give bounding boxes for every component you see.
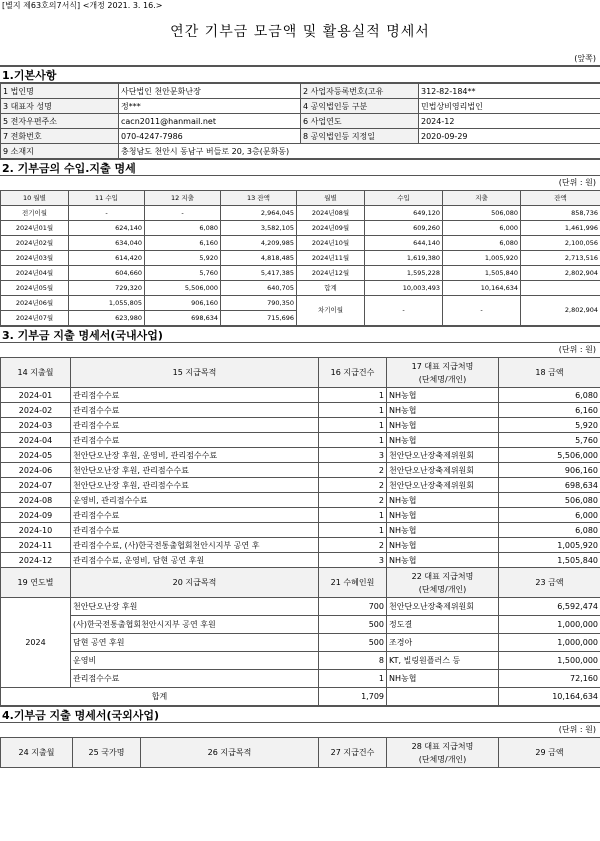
month-cell: 2024-12 <box>1 553 71 568</box>
field-value: 정*** <box>119 99 301 114</box>
purpose-cell: 천안단오난장 후원, 관리점수수료 <box>71 478 319 493</box>
count-cell: 2 <box>319 463 387 478</box>
column-header: 10 월별 <box>1 191 69 206</box>
column-header: 수입 <box>365 191 443 206</box>
field-label: 4 공익법인등 구분 <box>301 99 419 114</box>
month-cell: 2024-01 <box>1 388 71 403</box>
field-label: 2 사업자등록번호(고유 <box>301 84 419 99</box>
header-line: 28 대표 지급처명 <box>411 741 474 751</box>
payee-cell: NH농협 <box>387 538 499 553</box>
yearly-row <box>1 652 600 670</box>
amount-cell: 1,505,840 <box>499 553 600 568</box>
payee-cell: 천안단오난장축제위원회 <box>387 478 499 493</box>
month-cell: 2024-11 <box>1 538 71 553</box>
total-income: 10,003,493 <box>365 281 443 296</box>
amount-cell: 1,005,920 <box>499 538 600 553</box>
count-cell: 2 <box>319 493 387 508</box>
expense-cell: 1,005,920 <box>443 251 521 266</box>
amount-cell: 6,000 <box>499 508 600 523</box>
column-header: 29 금액 <box>499 738 600 768</box>
column-header: 14 지출월 <box>1 358 71 388</box>
column-header: 26 지급목적 <box>141 738 319 768</box>
payee-cell: 천안단오난장축제위원회 <box>387 448 499 463</box>
amount-cell: 6,160 <box>499 403 600 418</box>
form-reference: [별지 제63호의7서식] <개정 2021. 3. 16.> <box>2 1 163 10</box>
count-cell: 3 <box>319 448 387 463</box>
month-cell: 2024년05월 <box>1 281 69 296</box>
column-header: 21 수혜인원 <box>319 568 387 598</box>
total-label: 합계 <box>297 281 365 296</box>
amount-cell: 906,160 <box>499 463 600 478</box>
count-cell: 1 <box>319 418 387 433</box>
header-line: (단체명/개인) <box>418 374 467 384</box>
income-cell: 729,320 <box>69 281 145 296</box>
amount-cell: 5,506,000 <box>499 448 600 463</box>
month-cell: 2024-09 <box>1 508 71 523</box>
month-cell: 2024-06 <box>1 463 71 478</box>
balance-cell: 640,705 <box>221 281 297 296</box>
income-cell: 634,040 <box>69 236 145 251</box>
balance-cell: 790,350 <box>221 296 297 311</box>
income-cell: - <box>69 206 145 221</box>
month-cell: 2024-02 <box>1 403 71 418</box>
expense-row <box>1 553 600 568</box>
month-cell: 2024년04월 <box>1 266 69 281</box>
field-label: 3 대표자 성명 <box>1 99 119 114</box>
purpose-cell: 관리점수수료 <box>71 670 319 688</box>
month-cell: 2024년12월 <box>297 266 365 281</box>
month-cell: 2024년02월 <box>1 236 69 251</box>
column-header: 19 연도별 <box>1 568 71 598</box>
expense-cell: 5,760 <box>145 266 221 281</box>
balance-cell: 715,696 <box>221 311 297 326</box>
beneficiaries-cell: 500 <box>319 634 387 652</box>
expense-row <box>1 478 600 493</box>
header-line: 17 대표 지급처명 <box>411 361 474 371</box>
month-cell: 2024년06월 <box>1 296 69 311</box>
field-label: 5 전자우편주소 <box>1 114 119 129</box>
beneficiaries-cell: 1 <box>319 670 387 688</box>
income-cell: 614,420 <box>69 251 145 266</box>
balance-cell: 2,100,056 <box>521 236 600 251</box>
month-cell: 2024-03 <box>1 418 71 433</box>
count-cell: 2 <box>319 538 387 553</box>
beneficiaries-cell: 500 <box>319 616 387 634</box>
amount-cell: 1,000,000 <box>499 616 600 634</box>
purpose-cell: 관리점수수료 <box>71 508 319 523</box>
section-2-heading: 2. 기부금의 수입.지출 명세 <box>0 159 600 176</box>
yearly-row <box>1 670 600 688</box>
column-header: 25 국가명 <box>73 738 141 768</box>
amount-cell: 6,592,474 <box>499 598 600 616</box>
amount-cell: 698,634 <box>499 478 600 493</box>
column-header <box>387 568 499 598</box>
payee-cell: NH농협 <box>387 553 499 568</box>
overseas-expense-table <box>0 737 600 768</box>
month-cell: 2024-04 <box>1 433 71 448</box>
payee-cell: 천안단오난장축제위원회 <box>387 463 499 478</box>
amount-cell: 5,760 <box>499 433 600 448</box>
field-value: 312-82-184** <box>419 84 600 99</box>
month-row <box>1 281 600 296</box>
side-note: (앞쪽) <box>0 52 600 66</box>
payee-cell: NH농협 <box>387 508 499 523</box>
payee-cell: NH농협 <box>387 523 499 538</box>
field-label: 7 전화번호 <box>1 129 119 144</box>
basic-info-row <box>1 84 600 99</box>
column-header: 15 지급목적 <box>71 358 319 388</box>
month-cell: 2024-08 <box>1 493 71 508</box>
total-expense: 10,164,634 <box>443 281 521 296</box>
month-row <box>1 296 600 311</box>
expense-row <box>1 463 600 478</box>
column-header: 24 지출월 <box>1 738 73 768</box>
income-cell: 644,140 <box>365 236 443 251</box>
basic-info-table <box>0 83 600 159</box>
yearly-row <box>1 598 600 616</box>
expense-row <box>1 538 600 553</box>
section-3-unit: (단위 : 원) <box>558 345 596 354</box>
expense-cell: 698,634 <box>145 311 221 326</box>
header-line: (단체명/개인) <box>418 754 467 764</box>
purpose-cell: 천안단오난장 후원, 관리점수수료 <box>71 463 319 478</box>
payee-cell: NH농협 <box>387 418 499 433</box>
purpose-cell: (사)한국전통출협회천안시지부 공연 후원 <box>71 616 319 634</box>
column-header: 잔액 <box>521 191 600 206</box>
purpose-cell: 천안단오난장 후원 <box>71 598 319 616</box>
month-cell: 2024-05 <box>1 448 71 463</box>
expense-row <box>1 508 600 523</box>
address-value: 충청남도 천안시 동남구 버들로 20, 3층(문화동) <box>119 144 600 159</box>
column-header <box>387 738 499 768</box>
expense-cell: 906,160 <box>145 296 221 311</box>
expense-cell: 6,000 <box>443 221 521 236</box>
purpose-cell: 관리점수수료 <box>71 403 319 418</box>
header-line: 22 대표 지급처명 <box>411 571 474 581</box>
beneficiaries-cell: 8 <box>319 652 387 670</box>
payee-cell: 정도결 <box>387 616 499 634</box>
purpose-cell: 담현 공연 후원 <box>71 634 319 652</box>
domestic-expense-table <box>0 357 600 706</box>
purpose-cell: 천안단오난장 후원, 운영비, 관리점수수료 <box>71 448 319 463</box>
expense-cell: 5,506,000 <box>145 281 221 296</box>
expense-cell: 5,920 <box>145 251 221 266</box>
expense-cell: 6,160 <box>145 236 221 251</box>
month-cell: 2024년09월 <box>297 221 365 236</box>
purpose-cell: 관리점수수료 <box>71 388 319 403</box>
purpose-cell: 관리점수수료 <box>71 418 319 433</box>
month-cell: 2024년10월 <box>297 236 365 251</box>
payee-cell: NH농협 <box>387 433 499 448</box>
field-label: 8 공익법인등 지정일 <box>301 129 419 144</box>
month-cell: 전기이월 <box>1 206 69 221</box>
document-title: 연간 기부금 모금액 및 활용실적 명세서 <box>170 24 430 40</box>
income-cell: 604,660 <box>69 266 145 281</box>
column-header: 27 지급건수 <box>319 738 387 768</box>
header-line: (단체명/개인) <box>418 584 467 594</box>
income-cell: 609,260 <box>365 221 443 236</box>
field-value: 2020-09-29 <box>419 129 600 144</box>
count-cell: 1 <box>319 508 387 523</box>
month-cell: 2024년11월 <box>297 251 365 266</box>
month-cell: 2024-10 <box>1 523 71 538</box>
amount-cell: 6,080 <box>499 523 600 538</box>
income-expense-table <box>0 190 600 326</box>
income-cell: 649,120 <box>365 206 443 221</box>
address-label: 9 소재지 <box>1 144 119 159</box>
expense-cell: 1,505,840 <box>443 266 521 281</box>
field-label: 6 사업연도 <box>301 114 419 129</box>
expense-cell: 506,080 <box>443 206 521 221</box>
purpose-cell: 관리점수수료, (사)한국전통출협회천안시지부 공연 후 <box>71 538 319 553</box>
column-header: 11 수입 <box>69 191 145 206</box>
amount-cell: 6,080 <box>499 388 600 403</box>
address-row <box>1 144 600 159</box>
yearly-row <box>1 634 600 652</box>
count-cell: 1 <box>319 403 387 418</box>
field-value: 민법상비영리법인 <box>419 99 600 114</box>
purpose-cell: 운영비 <box>71 652 319 670</box>
expense-row <box>1 433 600 448</box>
purpose-cell: 관리점수수료 <box>71 523 319 538</box>
column-header: 지출 <box>443 191 521 206</box>
income-cell: 623,980 <box>69 311 145 326</box>
column-header: 23 금액 <box>499 568 600 598</box>
payee-cell: NH농협 <box>387 388 499 403</box>
count-cell: 3 <box>319 553 387 568</box>
payee-cell: NH농협 <box>387 493 499 508</box>
expense-row <box>1 418 600 433</box>
month-cell: 2024년03월 <box>1 251 69 266</box>
income-cell: 1,619,380 <box>365 251 443 266</box>
month-cell: 2024년08월 <box>297 206 365 221</box>
field-value: 사단법인 천안문화난장 <box>119 84 301 99</box>
column-header: 12 지출 <box>145 191 221 206</box>
month-row <box>1 251 600 266</box>
beneficiaries-cell: 700 <box>319 598 387 616</box>
column-header: 16 지급건수 <box>319 358 387 388</box>
section-4-heading: 4.기부금 지출 명세서(국외사업) <box>0 706 600 723</box>
balance-cell: 5,417,385 <box>221 266 297 281</box>
carry-expense: - <box>443 296 521 326</box>
column-header <box>387 358 499 388</box>
payee-cell: 천안단오난장축제위원회 <box>387 598 499 616</box>
income-cell: 624,140 <box>69 221 145 236</box>
balance-cell: 2,964,045 <box>221 206 297 221</box>
balance-cell: 1,461,996 <box>521 221 600 236</box>
month-row <box>1 221 600 236</box>
balance-cell: 4,818,485 <box>221 251 297 266</box>
year-cell: 2024 <box>1 598 71 688</box>
purpose-cell: 관리점수수료, 운영비, 담현 공연 후원 <box>71 553 319 568</box>
header-row <box>1 358 600 388</box>
total-balance <box>521 281 600 296</box>
amount-cell: 1,500,000 <box>499 652 600 670</box>
column-header: 20 지급목적 <box>71 568 319 598</box>
field-value: cacn2011@hanmail.net <box>119 114 301 129</box>
amount-cell: 1,000,000 <box>499 634 600 652</box>
balance-cell: 2,713,516 <box>521 251 600 266</box>
expense-row <box>1 523 600 538</box>
carry-label: 차기이월 <box>297 296 365 326</box>
carry-income: - <box>365 296 443 326</box>
amount-cell: 506,080 <box>499 493 600 508</box>
purpose-cell: 관리점수수료 <box>71 433 319 448</box>
section-1-heading: 1.기본사항 <box>0 66 600 83</box>
field-value: 2024-12 <box>419 114 600 129</box>
balance-cell: 2,802,904 <box>521 266 600 281</box>
total-row <box>1 688 600 706</box>
month-cell: 2024-07 <box>1 478 71 493</box>
section-4-unit: (단위 : 원) <box>558 725 596 734</box>
basic-info-row <box>1 114 600 129</box>
total-empty <box>387 688 499 706</box>
total-label: 합계 <box>1 688 319 706</box>
expense-cell: 6,080 <box>145 221 221 236</box>
payee-cell: NH농협 <box>387 403 499 418</box>
column-header: 월별 <box>297 191 365 206</box>
carry-balance: 2,802,904 <box>521 296 600 326</box>
field-value: 070-4247-7986 <box>119 129 301 144</box>
expense-cell: - <box>145 206 221 221</box>
month-row <box>1 206 600 221</box>
section-3-heading: 3. 기부금 지출 명세서(국내사업) <box>0 326 600 343</box>
count-cell: 1 <box>319 433 387 448</box>
expense-cell: 6,080 <box>443 236 521 251</box>
month-row <box>1 236 600 251</box>
basic-info-row <box>1 99 600 114</box>
month-cell: 2024년01월 <box>1 221 69 236</box>
header-row <box>1 191 600 206</box>
amount-cell: 5,920 <box>499 418 600 433</box>
balance-cell: 4,209,985 <box>221 236 297 251</box>
count-cell: 1 <box>319 523 387 538</box>
expense-row <box>1 388 600 403</box>
income-cell: 1,055,805 <box>69 296 145 311</box>
expense-row <box>1 493 600 508</box>
balance-cell: 858,736 <box>521 206 600 221</box>
purpose-cell: 운영비, 관리점수수료 <box>71 493 319 508</box>
column-header: 18 금액 <box>499 358 600 388</box>
section-2-unit: (단위 : 원) <box>558 178 596 187</box>
count-cell: 2 <box>319 478 387 493</box>
month-cell: 2024년07월 <box>1 311 69 326</box>
count-cell: 1 <box>319 388 387 403</box>
payee-cell: KT, 빌링원플러스 등 <box>387 652 499 670</box>
payee-cell: NH농협 <box>387 670 499 688</box>
header-row <box>1 738 600 768</box>
column-header: 13 잔액 <box>221 191 297 206</box>
payee-cell: 조경아 <box>387 634 499 652</box>
amount-cell: 72,160 <box>499 670 600 688</box>
month-row <box>1 266 600 281</box>
expense-row <box>1 403 600 418</box>
expense-row <box>1 448 600 463</box>
yearly-header-row <box>1 568 600 598</box>
total-amount: 10,164,634 <box>499 688 600 706</box>
yearly-row <box>1 616 600 634</box>
income-cell: 1,595,228 <box>365 266 443 281</box>
total-beneficiaries: 1,709 <box>319 688 387 706</box>
basic-info-row <box>1 129 600 144</box>
balance-cell: 3,582,105 <box>221 221 297 236</box>
field-label: 1 법인명 <box>1 84 119 99</box>
